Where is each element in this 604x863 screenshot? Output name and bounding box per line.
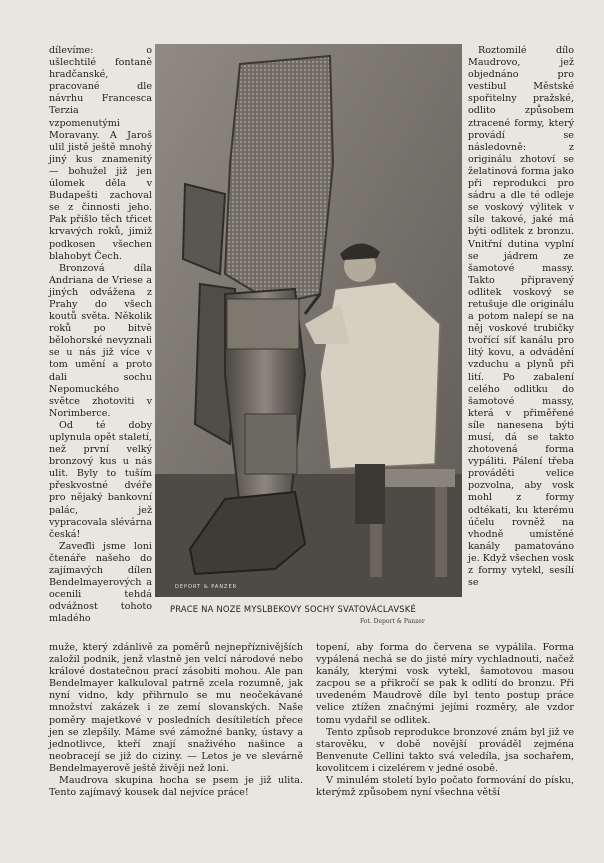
paragraph: V minulém století bylo počato formování do písku, kterýmž způsobem nyní všechna větší <box>316 775 574 799</box>
photo-sculptor-working-on-leg <box>155 44 462 597</box>
paragraph: Zaveďli jsme loni čtenáře našeho do zajímavých dílen Bendelmayerových a ocenili tehdá odvážnost tohoto mladého <box>49 540 152 625</box>
paragraph: Bronzová díla Andriana de Vriese a jiných odvážena z Prahy do všech koutů světa. Několik roků po bitvě bělohorské nevyznali se u nás již více v tom umění a proto dali sochu Nepomuckého světce zhotoviti v Norimberce. <box>49 262 152 419</box>
paragraph: Roztomilé dílo Maudrovo, jež objednáno pro vestibul Městské spořitelny pražské, odlito způsobem ztracené formy, který provádí se následovně: z originálu zhotoví se želatinová forma jako při reprodukci pro sádru a dle té odleje se voskový výlitek v síle takové, jaké má býti odlitek z bronzu. Vnitřní dutina vyplní se jádrem ze šamotové massy. Takto připravený odlitek voskový se retušuje dle originálu a potom nalepí se na něj voskové trubičky tvořící síť kanálu pro litý kovu, a odvádění vzduchu a plynů při lití. Po zabalení celého odlitku do šamotové massy, která v přiměřené síle nanesena býti musí, dá se takto zhotovená forma vypáliti. Pálení třeba prováděti velice pozvolna, aby vosk mohl z formy odtékati, ku kterému účelu rovněž na vhodně umístěné kanály pamatováno je. Když všechen vosk z formy vytekl, sesílí se <box>468 45 574 589</box>
paragraph: Maudrova skupina hocha se psem je již ulita. Tento zajímavý kousek dal nejvíce práce! <box>49 775 303 799</box>
paragraph: dílevíme: o ušlechtilé fontaně hradčanské, pracované dle návrhu Francesca Terzia vzpomenutými Moravany. A Jaroš ulil jistě ještě mnohý jiný kus znamenitý — bohužel již jen úlomek děla v Budapešti zachoval se z činnosti jeho. Pak přišlo těch třicet krvavých roků, jimiž podkosen všechen blahobyt Čech. <box>49 45 152 262</box>
photo-caption: PRACE NA NOZE MYSLBEKOVY SOCHY SVATOVÁCLAVSKÉ <box>170 604 416 614</box>
photo-credit: Fot. Deport & Panzer <box>360 618 425 625</box>
bottom-left-column-text <box>49 642 303 799</box>
left-column-text <box>49 45 152 626</box>
paragraph: Tento způsob reprodukce bronzové znám byl již ve starověku, v době novější prováděl zejména Benvenute Cellini takto svá veledíla, jsa sochařem, kovolitcem i cizelérem v jedné osobě. <box>316 726 574 774</box>
photo-inline-credit: DEPORT & PANZER <box>175 584 238 590</box>
bottom-right-column-text <box>316 642 574 799</box>
paragraph: muže, který zdánlivě za poměrů nejnepříznivějších založil podnik, jenž vlastně jen velcí národové nebo králové dostatečnou prací zásobiti mohou. Ale pan Bendelmayer kalkuloval patrně zcela rozumně, jak nyní vidno, kdy přihrnulo se mu neočekávané množství zakázek i ze zemí slovanských. Naše poměry majetkové v posledních desítiletích přece jen se zlepšily. Máme své zámožné banky, ústavy a jednotlivce, kteří znají snaživého našince a neobracejí se již do ciziny. — Letos je ve slevárně Bendelmayerově ještě živěji než loni. <box>49 642 303 774</box>
paragraph: topení, aby forma do červena se vypálila. Forma vypálená nechá se do jisté míry vychladnouti, načež kanály, kterými vosk vytekl, šamotovou masou zacpou se a přikročí se pak k odlití do bronzu. Při uvedeném Maudrově díle byl tento postup práce velice ztížen značnými jejími rozměry, ale vzdor tomu vydařil se odlitek. <box>316 642 574 726</box>
paragraph: Od té doby uplynula opět staletí, než první velký bronzový kus u nás ulit. Byly to tuším přeskvostné dvéře pro nějaký bankovní palác, jež vypracovala slévárna česká! <box>49 419 152 540</box>
right-column-text <box>468 45 574 589</box>
